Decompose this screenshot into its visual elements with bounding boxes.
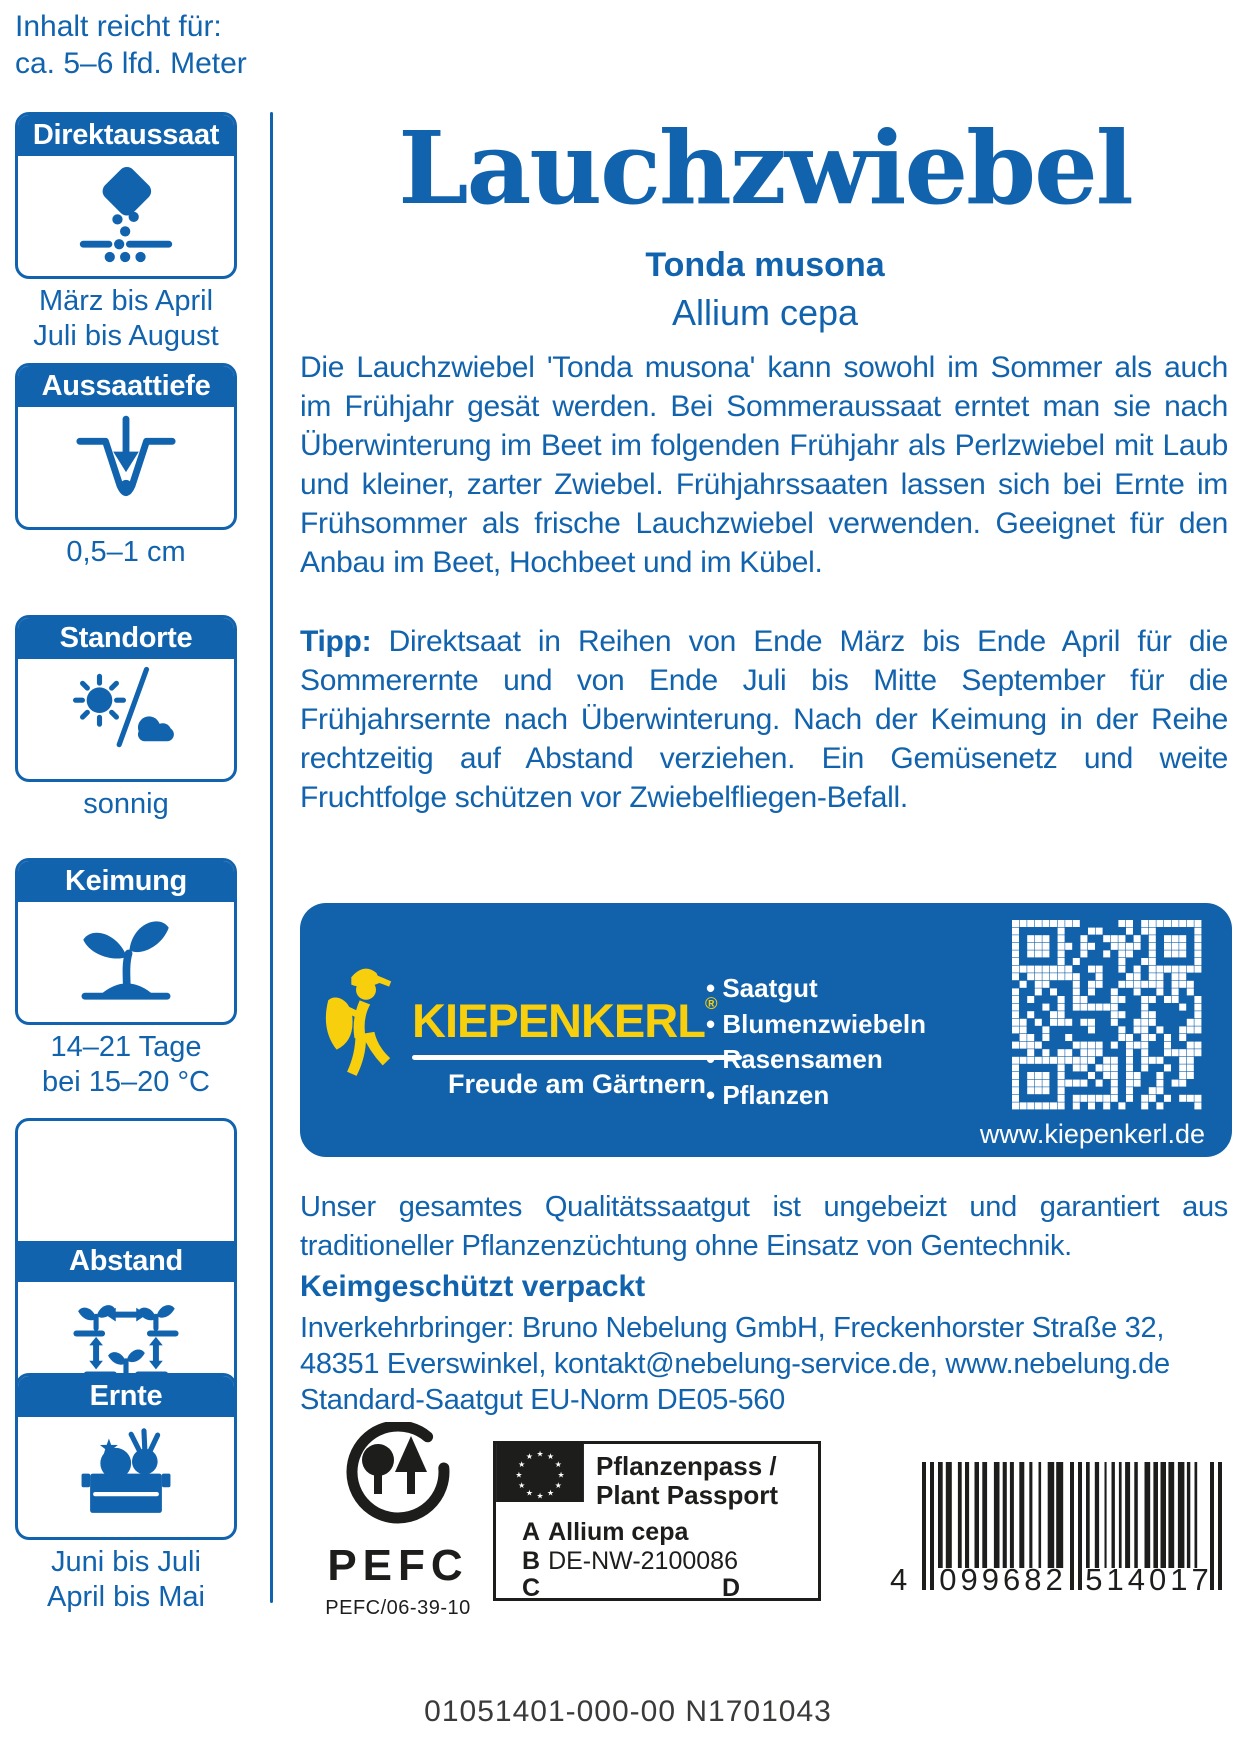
botanical-name: Allium cepa xyxy=(671,292,859,333)
passport-row-a: A Allium cepa xyxy=(522,1518,689,1546)
svg-text:★: ★ xyxy=(518,1480,526,1490)
variety-name: Tonda musona xyxy=(645,246,885,284)
section-caption: 14–21 Tage bei 15–20 °C xyxy=(42,1031,210,1098)
pefc-certification xyxy=(316,1422,480,1620)
svg-text:★: ★ xyxy=(525,1488,533,1498)
brand-name: KIEPENKERL® xyxy=(412,994,717,1047)
tip-label: Tipp: xyxy=(300,625,372,658)
section-caption: März bis April Juli bis August xyxy=(33,285,219,352)
distributor-line1: Inverkehrbringer: Bruno Nebelung GmbH, Freckenhorster Straße 32, xyxy=(300,1312,1165,1344)
sowing-depth-icon xyxy=(18,407,234,527)
svg-text:★: ★ xyxy=(547,1452,555,1462)
passport-label-d: D xyxy=(722,1574,741,1602)
direct-sowing-icon xyxy=(18,156,234,276)
registered-mark: ® xyxy=(704,994,717,1013)
section-caption: Juni bis Juli April bis Mai xyxy=(47,1546,205,1613)
svg-text:★: ★ xyxy=(525,1452,533,1462)
passport-row-c: C xyxy=(522,1574,541,1602)
svg-text:★: ★ xyxy=(518,1459,526,1469)
svg-text:★: ★ xyxy=(547,1488,555,1498)
pefc-code: PEFC/06-39-10 xyxy=(325,1597,471,1619)
kiepenkerl-figure-logo xyxy=(324,961,408,1089)
product-title: Lauchzwiebel xyxy=(398,109,1132,227)
plant-spacing-icon xyxy=(18,1121,234,1241)
sidebar-section-standorte xyxy=(15,615,237,822)
production-code: 01051401-000-00 N1701043 xyxy=(424,1695,832,1728)
sidebar-section-aussaattiefe xyxy=(15,363,237,570)
section-title: Standorte xyxy=(18,618,234,659)
passport-row-b: B DE-NW-2100086 xyxy=(522,1547,738,1575)
svg-text:★: ★ xyxy=(515,1470,523,1480)
product-item: • Pflanzen xyxy=(706,1078,926,1114)
qr-code xyxy=(1012,920,1202,1110)
description-text: Die Lauchzwiebel 'Tonda musona' kann sowohl im Sommer als auch im Frühjahr gesät werden. Bei Sommeraussaat erntet man sie nach Überwinterung im Beet im folgenden Frühjahr als Perlzwiebel mit Laub und kleiner, zarter Zwiebel. Frühjahrssaaten lassen sich bei Ernte im Frühsommer als frische Lauchzwiebel verwenden. Geeignet für den Anbau im Beet, Hochbeet und im Kübel. xyxy=(300,351,1228,579)
sidebar-section-keimung xyxy=(15,858,237,1100)
brand-website: www.kiepenkerl.de xyxy=(979,1119,1205,1149)
eu-flag-icon xyxy=(496,1444,584,1502)
harvest-crate-icon xyxy=(18,1417,234,1537)
distributor-line2: 48351 Everswinkel, kontakt@nebelung-service.de, www.nebelung.de xyxy=(300,1348,1170,1380)
content-note-line1: Inhalt reicht für: xyxy=(15,10,222,43)
content-note-line2: ca. 5–6 lfd. Meter xyxy=(15,47,247,80)
sidebar-section-ernte xyxy=(15,1373,237,1615)
svg-text:★: ★ xyxy=(554,1480,562,1490)
sidebar-section-direktaussaat xyxy=(15,112,237,354)
svg-text:★: ★ xyxy=(536,1449,544,1459)
seedling-icon xyxy=(18,902,234,1022)
section-title: Abstand xyxy=(18,1241,234,1282)
quality-statement: Unser gesamtes Qualitätssaatgut ist ungebeizt und garantiert aus traditioneller Pflanzenzüchtung ohne Einsatz von Gentechnik. xyxy=(300,1191,1228,1262)
brand-slogan: Freude am Gärtnern xyxy=(447,1069,707,1099)
tip-text: Direktsaat in Reihen von Ende März bis Ende April für die Sommerernte und von Ende Juli bis Mitte September für die Frühjahrsernte nach Überwinterung. Nach der Keimung in der Reihe rechtzeitig auf Abstand verziehen. Ein Gemüsenetz und weite Fruchtfolge schützen vor Zwiebelfliegen-Befall. xyxy=(300,625,1228,814)
svg-text:★: ★ xyxy=(557,1470,565,1480)
barcode-digit-lead: 4 xyxy=(890,1562,908,1597)
section-caption: sonnig xyxy=(83,788,169,820)
svg-text:★: ★ xyxy=(536,1491,544,1501)
packaging-note: Keimgeschützt verpackt xyxy=(300,1270,646,1303)
ean-barcode xyxy=(890,1462,1222,1637)
content-note xyxy=(15,8,247,82)
section-caption: 0,5–1 cm xyxy=(66,536,186,568)
barcode-digits-right: 514017 xyxy=(1085,1562,1213,1597)
product-item: • Saatgut xyxy=(706,971,926,1007)
vertical-divider xyxy=(270,112,273,1603)
svg-text:★: ★ xyxy=(554,1459,562,1469)
seed-standard: Standard-Saatgut EU-Norm DE05-560 xyxy=(300,1384,785,1416)
section-title: Keimung xyxy=(18,861,234,902)
product-item: • Blumenzwiebeln xyxy=(706,1007,926,1043)
product-category-list xyxy=(706,971,926,1113)
tip-paragraph xyxy=(300,622,1228,817)
section-title: Ernte xyxy=(18,1376,234,1417)
passport-title: Pflanzenpass / Plant Passport xyxy=(596,1451,779,1510)
section-title: Aussaattiefe xyxy=(18,366,234,407)
barcode-digits-left: 099682 xyxy=(939,1562,1067,1597)
brand-banner xyxy=(300,903,1232,1157)
pefc-label: PEFC xyxy=(327,1541,469,1590)
product-item: • Rasensamen xyxy=(706,1042,926,1078)
sun-cloud-icon xyxy=(18,659,234,779)
distributor-info xyxy=(300,1310,1240,1418)
plant-passport xyxy=(493,1441,821,1601)
section-title: Direktaussaat xyxy=(18,115,234,156)
pefc-logo-icon xyxy=(328,1422,468,1534)
brand-underline xyxy=(412,1055,742,1060)
